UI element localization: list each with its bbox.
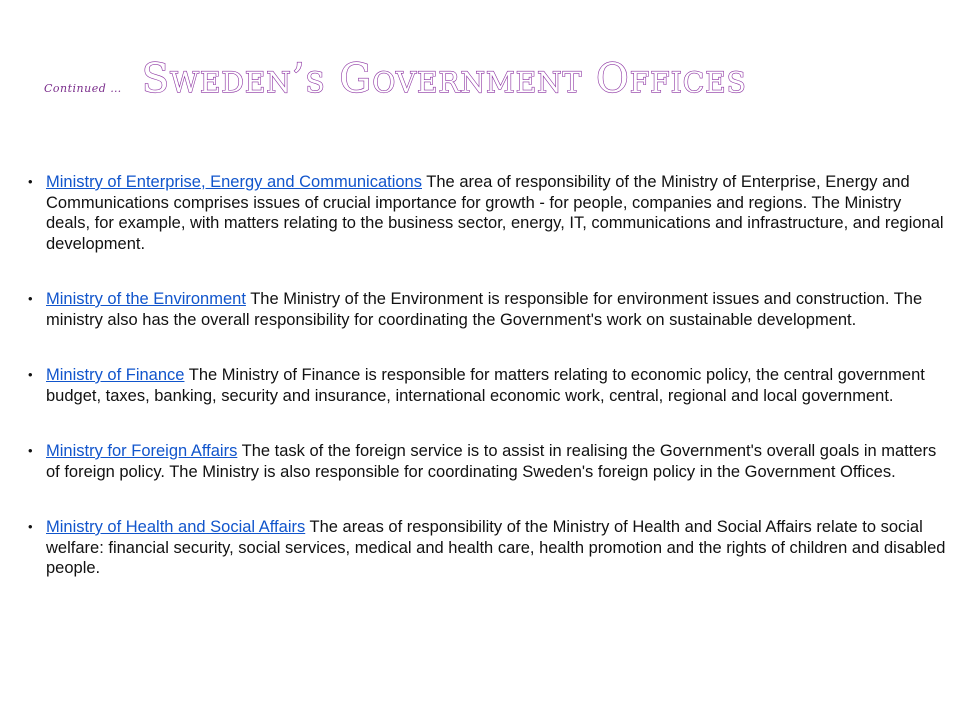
- ministry-description: The Ministry of Finance is responsible for matters relating to economic policy, the central government budget, taxes, banking, security and insurance, international economic work, central, regional and local government.: [46, 366, 925, 405]
- ministry-link-health-social[interactable]: Ministry of Health and Social Affairs: [46, 518, 306, 536]
- ministry-link-environment[interactable]: Ministry of the Environment: [46, 290, 246, 308]
- ministry-description: The areas of responsibility of the Ministry of Health and Social Affairs relate to social welfare: financial security, social services, medical and health care, health promotion and the rights of children and disabled people.: [46, 518, 946, 577]
- ministry-link-finance[interactable]: Ministry of Finance: [46, 366, 185, 384]
- slide-title: Sweden’s Government Offices: [141, 56, 747, 102]
- bullet-icon: •: [28, 519, 33, 534]
- bullet-icon: •: [28, 174, 33, 189]
- ministry-link-foreign-affairs[interactable]: Ministry for Foreign Affairs: [46, 442, 238, 460]
- ministry-description: The task of the foreign service is to assist in realising the Government's overall goals in matters of foreign policy. The Ministry is also responsible for coordinating Sweden's foreign policy in the Government Offices.: [46, 442, 937, 481]
- bullet-icon: •: [28, 367, 33, 382]
- title-row: [44, 56, 944, 116]
- bullet-icon: •: [28, 443, 33, 458]
- ministry-description: The area of responsibility of the Ministry of Enterprise, Energy and Communications comprises issues of crucial importance for growth - for people, companies and regions. The Ministry deals, for example, with matters relating to the business sector, energy, IT, communications and infrastructure, and regional development.: [46, 173, 944, 253]
- title-prefix: Continued …: [44, 82, 122, 95]
- list-item: [28, 517, 948, 579]
- list-item: [28, 289, 948, 330]
- list-item: [28, 365, 948, 406]
- ministry-link-enterprise[interactable]: Ministry of Enterprise, Energy and Communications: [46, 173, 422, 191]
- list-item: [28, 172, 948, 254]
- list-item: [28, 441, 948, 482]
- ministry-list: [28, 172, 948, 614]
- bullet-icon: •: [28, 291, 33, 306]
- ministry-description: The Ministry of the Environment is responsible for environment issues and construction. The ministry also has the overall responsibility for coordinating the Government's work on sustainable development.: [46, 290, 923, 329]
